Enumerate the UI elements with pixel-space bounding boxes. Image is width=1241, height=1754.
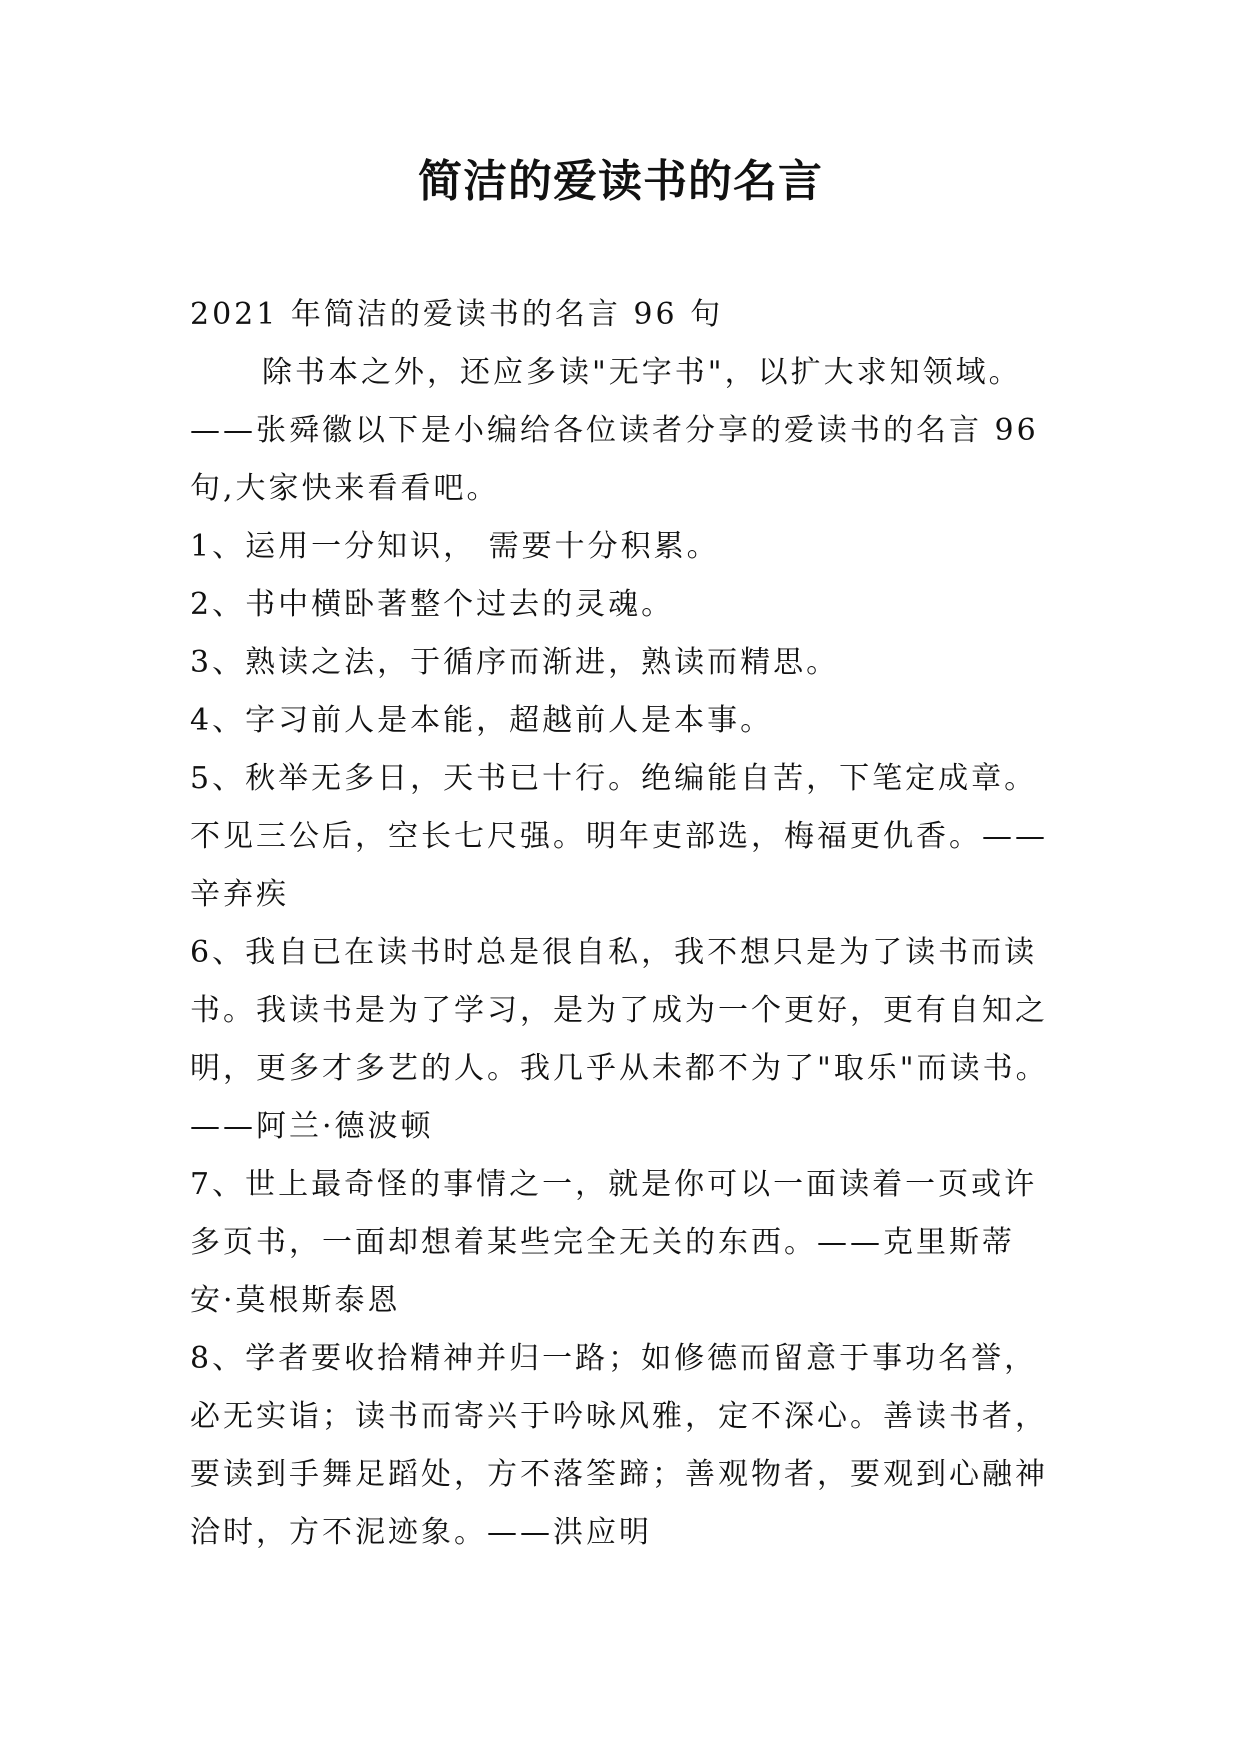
quote-line: 书。我读书是为了学习，是为了成为一个更好，更有自知之 [190, 993, 1048, 1028]
quote-line: 6、我自已在读书时总是很自私，我不想只是为了读书而读 [190, 935, 1038, 970]
document-body [190, 286, 1080, 1562]
quote-line: 7、世上最奇怪的事情之一，就是你可以一面读着一页或许 [190, 1167, 1038, 1202]
quote-line: 5、秋举无多日，天书已十行。绝编能自苦，下笔定成章。 [190, 761, 1038, 796]
quote-line: 辛弃疾 [190, 877, 289, 912]
quote-line: 8、学者要收拾精神并归一路；如修德而留意于事功名誉， [190, 1341, 1038, 1376]
quote-line: 必无实诣；读书而寄兴于吟咏风雅，定不深心。善读书者， [190, 1399, 1048, 1434]
quote-line: 3、熟读之法，于循序而渐进，熟读而精思。 [190, 645, 840, 680]
document-title: 简洁的爱读书的名言 [418, 156, 823, 207]
quote-line: 不见三公后，空长七尺强。明年吏部选，梅福更仇香。—— [190, 819, 1048, 854]
quote-line: 要读到手舞足蹈处，方不落筌蹄；善观物者，要观到心融神 [190, 1457, 1048, 1492]
intro-line: ——张舜徽以下是小编给各位读者分享的爱读书的名言 96 [190, 413, 1039, 448]
quote-line: 4、字习前人是本能，超越前人是本事。 [190, 703, 774, 738]
quote-line: 多页书，一面却想着某些完全无关的东西。——克里斯蒂 [190, 1225, 1015, 1260]
quote-line: ——阿兰·德波顿 [190, 1109, 434, 1144]
intro-line: 句,大家快来看看吧。 [190, 471, 500, 506]
quote-line: 1、运用一分知识， 需要十分积累。 [190, 529, 720, 564]
quote-line: 2、书中横卧著整个过去的灵魂。 [190, 587, 675, 622]
intro-line: 除书本之外，还应多读"无字书"，以扩大求知领域。 [262, 355, 1022, 390]
quote-line: 安·莫根斯泰恩 [190, 1283, 401, 1318]
quote-line: 明，更多才多艺的人。我几乎从未都不为了"取乐"而读书。 [190, 1051, 1049, 1086]
quote-line: 洽时，方不泥迹象。——洪应明 [190, 1515, 652, 1550]
subtitle-line: 2021 年简洁的爱读书的名言 96 句 [190, 297, 724, 332]
